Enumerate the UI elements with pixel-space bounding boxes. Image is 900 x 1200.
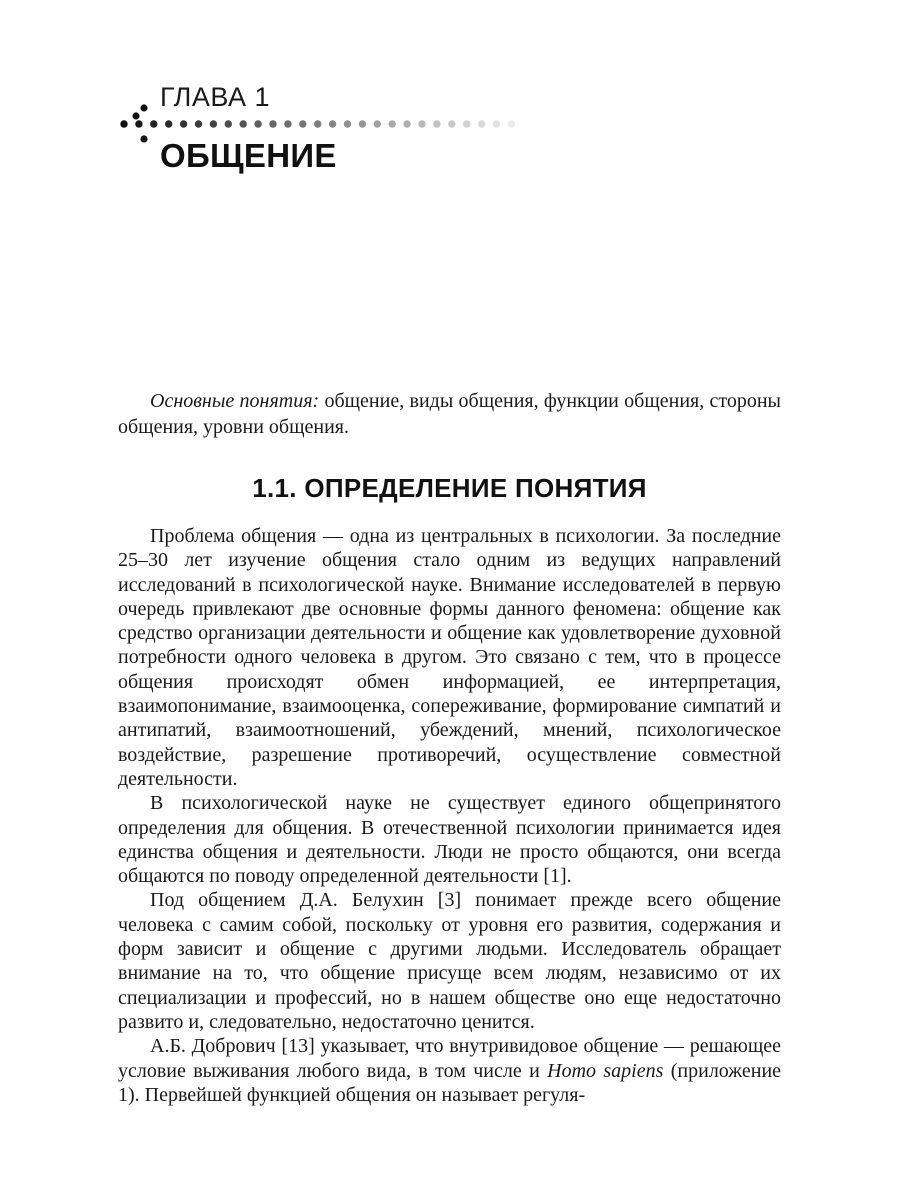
decor-dot: [165, 120, 172, 127]
decor-dot: [240, 120, 247, 127]
key-concepts: [118, 388, 781, 440]
decor-dot: [140, 135, 147, 142]
chapter-title: ОБЩЕНИЕ: [160, 137, 337, 174]
decor-dot: [299, 120, 306, 127]
decor-dot: [195, 120, 202, 127]
decor-dot: [463, 120, 470, 127]
decor-dot: [269, 120, 276, 127]
decor-dot: [448, 120, 455, 127]
decor-dot: [329, 120, 336, 127]
decor-dot: [132, 112, 139, 119]
decor-dot: [403, 120, 410, 127]
decor-dot: [314, 120, 321, 127]
decor-dot: [344, 120, 351, 127]
key-concepts-text: общение, виды общения, функции общения, стороны общения, уровни общения.: [118, 390, 781, 438]
decor-dot: [359, 120, 366, 127]
decor-dot: [254, 120, 261, 127]
paragraph-text: (приложение 1). Первейшей функцией общения он называет регуля-: [118, 1059, 782, 1106]
body-text: [118, 524, 781, 1107]
decor-dot: [140, 104, 147, 111]
decor-dot: [508, 120, 515, 127]
decor-dot: [389, 120, 396, 127]
paragraph: Проблема общения — одна из центральных в психологии. За последние 25–30 лет изучение общения стало одним из ведущих направлений исследований в психологической науке. Внимание исследователей в первую очередь привлекают две основные формы данного феномена: общение как средство организации деятельности и общение как удовлетворение духовной потребности одного человека в другом. Это связано с тем, что в процессе общения происходят обмен информацией, ее интерпретация, взаимопонимание, взаимооценка, сопереживание, формирование симпатий и антипатий, взаимоотношений, убеждений, мнений, психологическое воздействие, разрешение противоречий, осуществление совместной деятельности.: [118, 525, 781, 790]
decor-dot: [284, 120, 291, 127]
key-concepts-label: Основные понятия:: [150, 390, 320, 412]
decor-dot: [135, 120, 142, 127]
decor-dot: [478, 120, 485, 127]
chapter-heading: [118, 82, 538, 182]
decor-dot: [210, 120, 217, 127]
decor-dot: [120, 120, 127, 127]
decor-dot: [433, 120, 440, 127]
paragraph: В психологической науке не существует единого общепринятого определения для общения. В отечественной психологии принимается идея единства общения и деятельности. Люди не просто общаются, они всегда общаются по поводу определенной деятельности [1].: [118, 792, 781, 888]
paragraph: Под общением Д.А. Белухин [3] понимает прежде всего общение человека с самим собой, поскольку от уровня его развития, содержания и форм зависит и общение с другими людьми. Исследователь обращает внимание на то, что общение присуще всем людям, независимо от их специализации и профессий, но в нашем обществе оно еще недостаточно развито и, следовательно, недостаточно ценится.: [118, 889, 781, 1033]
paragraph-italic: Homo sapiens: [547, 1059, 664, 1082]
section-title: 1.1. ОПРЕДЕЛЕНИЕ ПОНЯТИЯ: [252, 473, 647, 503]
decor-dot: [374, 120, 381, 127]
decor-dot: [180, 120, 187, 127]
decor-dot: [418, 120, 425, 127]
paragraph: [118, 1034, 781, 1107]
paragraph-text: А.Б. Добрович [13] указывает, что внутривидовое общение — решающее условие выживания любого вида, в том числе и: [118, 1035, 781, 1082]
chapter-label: ГЛАВА 1: [160, 82, 270, 112]
decor-dot: [493, 120, 500, 127]
decor-dot: [150, 120, 157, 127]
decor-dot: [225, 120, 232, 127]
